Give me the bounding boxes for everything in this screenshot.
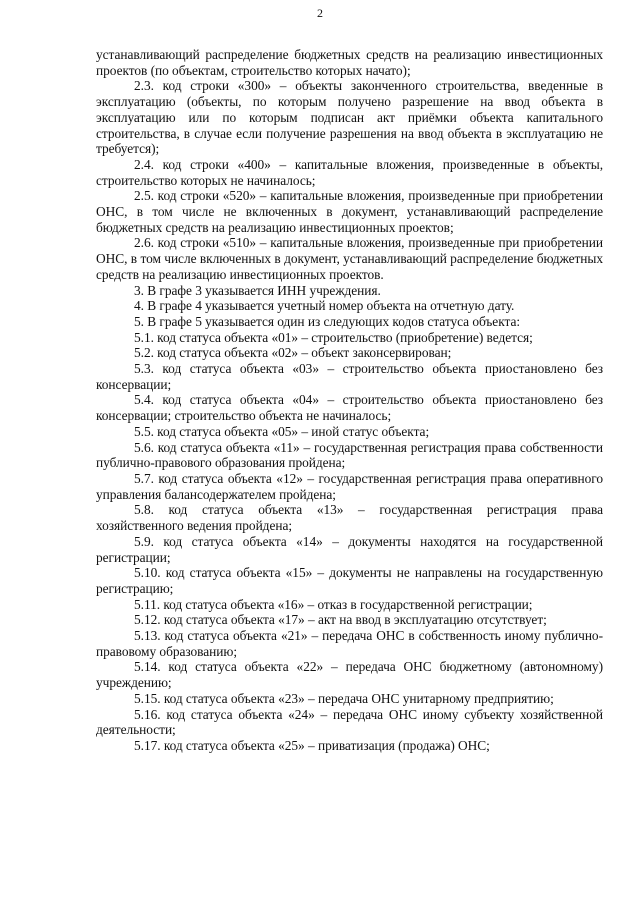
paragraph-5-16: 5.16. код статуса объекта «24» – передача ОНС иному субъекту хозяйственной деятельности; bbox=[96, 706, 603, 738]
paragraph-5-12: 5.12. код статуса объекта «17» – акт на ввод в эксплуатацию отсутствует; bbox=[134, 612, 547, 628]
paragraph-3: 3. В графе 3 указывается ИНН учреждения. bbox=[134, 282, 381, 298]
paragraph-5-5: 5.5. код статуса объекта «05» – иной статус объекта; bbox=[134, 423, 430, 439]
paragraph-5-9: 5.9. код статуса объекта «14» – документы находятся на государственной регистрации; bbox=[96, 533, 603, 565]
paragraph-2-3: 2.3. код строки «300» – объекты законченного строительства, введенные в эксплуатацию (объекты, по которым получено разрешение на ввод объекта в эксплуатацию или по которым подписан акт приёмки объекта капитального строительства, в случае если получение разрешения на ввод объекта в эксплуатацию не требуется); bbox=[96, 78, 603, 157]
paragraph-5-10: 5.10. код статуса объекта «15» – документы не направлены на государственную регистрацию; bbox=[96, 565, 603, 596]
paragraph-5-3: 5.3. код статуса объекта «03» – строительство объекта приостановлено без консервации; bbox=[96, 361, 603, 392]
paragraph-5-7: 5.7. код статуса объекта «12» – государственная регистрация права оперативного управления балансодержателем пройдена; bbox=[96, 470, 603, 502]
page-number: 2 bbox=[317, 6, 323, 20]
paragraph-5-6: 5.6. код статуса объекта «11» – государственная регистрация права собственности публично-правового образования пройдена; bbox=[96, 439, 603, 471]
paragraph-5: 5. В графе 5 указывается один из следующих кодов статуса объекта: bbox=[134, 313, 521, 329]
paragraph-5-8: 5.8. код статуса объекта «13» – государственная регистрация права хозяйственного ведения пройдена; bbox=[96, 502, 603, 534]
paragraph-2-4: 2.4. код строки «400» – капитальные вложения, произведенные в объекты, строительство которых не начиналось; bbox=[96, 156, 603, 188]
paragraph-5-1: 5.1. код статуса объекта «01» – строительство (приобретение) ведется; bbox=[134, 329, 533, 345]
paragraph-5-2: 5.2. код статуса объекта «02» – объект законсервирован; bbox=[134, 345, 452, 361]
paragraph-5-17: 5.17. код статуса объекта «25» – приватизация (продажа) ОНС; bbox=[134, 737, 490, 753]
paragraph-4: 4. В графе 4 указывается учетный номер объекта на отчетную дату. bbox=[134, 298, 515, 314]
paragraph-2-5: 2.5. код строки «520» – капитальные вложения, произведенные при приобретении ОНС, в том числе не включенных в документ, устанавливающий распределение бюджетных средств на реализацию инвестиционных проектов; bbox=[96, 188, 603, 235]
paragraph-5-15: 5.15. код статуса объекта «23» – передача ОНС унитарному предприятию; bbox=[134, 690, 554, 706]
paragraph-2-6: 2.6. код строки «510» – капитальные вложения, произведенные при приобретении ОНС, в том числе включенных в документ, устанавливающий распределение бюджетных средств на реализацию инвестиционных проектов. bbox=[96, 235, 603, 282]
paragraph-5-13: 5.13. код статуса объекта «21» – передача ОНС в собственность иному публично-правовому образованию; bbox=[96, 628, 603, 659]
document-body bbox=[96, 47, 603, 754]
paragraph-5-11: 5.11. код статуса объекта «16» – отказ в государственной регистрации; bbox=[134, 596, 533, 612]
paragraph-5-4: 5.4. код статуса объекта «04» – строительство объекта приостановлено без консервации; строительство объекта не начиналось; bbox=[96, 392, 603, 424]
paragraph-5-14: 5.14. код статуса объекта «22» – передача ОНС бюджетному (автономному) учреждению; bbox=[96, 659, 603, 691]
paragraph-continuation: устанавливающий распределение бюджетных средств на реализацию инвестиционных проектов (по объектам, строительство которых начато); bbox=[96, 47, 603, 78]
